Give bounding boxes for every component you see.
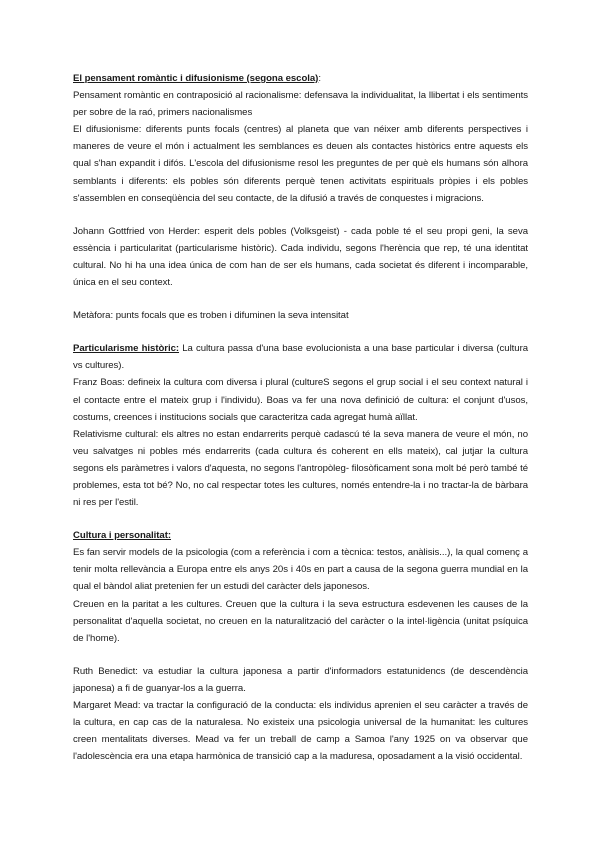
paragraph-margaret-mead: Margaret Mead: va tractar la configuració de la conducta: els individus aprenien el seu caràcter a través de la cultura, en cap cas de la naturalesa. No existeix una psicologia universal de la humanitat: les cultures creen mentalitats diverses. Mead va fer un treball de camp a Samoa l'any 1925 on va observar que l'adolescència era una etapa harmònica de transició cap a la maduresa, oposadament a la visió occidental. xyxy=(73,700,528,763)
document-page xyxy=(73,70,528,765)
spacer xyxy=(73,511,528,527)
heading-colon: : xyxy=(318,73,321,84)
spacer xyxy=(73,647,528,663)
historical-particularism-intro: La cultura passa d'una base evolucionista a una base particular i diversa (cultura vs cultures). xyxy=(73,343,529,372)
spacer xyxy=(73,324,528,340)
section-heading-culture-personality xyxy=(73,527,528,544)
paragraph-historical-particularism xyxy=(73,340,528,374)
paragraph-cultural-parity: Creuen en la paritat a les cultures. Creuen que la cultura i la seva estructura esdevenen les causes de la personalitat d'aquella societat, no creuen en la naturalització del caràcter o la intel·ligència (unitat psíquica de l'home). xyxy=(73,598,528,644)
paragraph-diffusionism: El difusionisme: diferents punts focals (centres) al planeta que van néixer amb diferents perspectives i maneres de veure el món i actualment les semblances es deuen als contactes històrics entre aquests els qual s'han expandit i difós. L'escola del difusionisme resol les preguntes de per què els humans són alhora semblants i diferents: els pobles són diferents perquè tenen activitats espirituals pròpies i els pobles s'assemblen en conseqüència del seu contacte, de la difusió a través de conquestes i migracions. xyxy=(73,124,528,204)
spacer xyxy=(73,207,528,223)
spacer xyxy=(73,291,528,307)
paragraph-franz-boas: Franz Boas: defineix la cultura com diversa i plural (cultureS segons el grup social i el seu context natural i el contacte entre el mateix grup i l'individu). Boas va fer una nova definició de cultura: el conjunt d'usos, costums, creences i institucions socials que caracteritza cada agregat humà aïllat. xyxy=(73,377,528,423)
paragraph-ruth-benedict: Ruth Benedict: va estudiar la cultura japonesa a partir d'informadors estatunidencs (de descendència japonesa) a fi de guanyar-los a la guerra. xyxy=(73,665,528,694)
paragraph-psychology-models: Es fan servir models de la psicologia (com a referència i com a tècnica: testos, anàlisis...), la qual començ a tenir molta rellevància a Europa entre els anys 20s i 40s en part a causa de la segona guerra mundial en la qual el bàndol aliat pretenien fer un estudi del caràcter dels japonesos. xyxy=(73,547,528,593)
paragraph-metaphor: Metàfora: punts focals que es troben i difuminen la seva intensitat xyxy=(73,310,349,322)
paragraph-romanticism: Pensament romàntic en contraposició al racionalisme: defensava la individualitat, la llibertat i els sentiments per sobre de la raó, primers nacionalismes xyxy=(73,90,528,119)
heading-romanticism-text: El pensament romàntic i difusionisme (segona escola) xyxy=(73,73,319,84)
heading-culture-personality: Cultura i personalitat: xyxy=(73,530,171,542)
paragraph-cultural-relativism: Relativisme cultural: els altres no estan endarrerits perquè cadascú té la seva manera de veure el món, no veu salvatges ni pobles més endarrerits (cada cultura és coherent en ells mateix), cal jutjar la cultura segons els paràmetres i valors d'aquesta, no segons l'antropòleg- filosòficament sona molt bé però també té problemes, esta tot bé? No, no cal respectar totes les cultures, només entendre-la i no tractar-la de bàrbara ni res per l'estil. xyxy=(73,428,528,509)
paragraph-herder: Johann Gottfried von Herder: esperit dels pobles (Volksgeist) - cada poble té el seu propi geni, la seva essència i particularitat (particularisme històric). Cada individu, segons l'herència que rep, té una identitat cultural. No hi ha una idea única de com han de ser els humans, cada societat és diferent i incomparable, única en el seu context. xyxy=(73,225,528,289)
section-heading-romanticism xyxy=(73,70,528,87)
heading-historical-particularism: Particularisme històric: xyxy=(73,343,180,355)
